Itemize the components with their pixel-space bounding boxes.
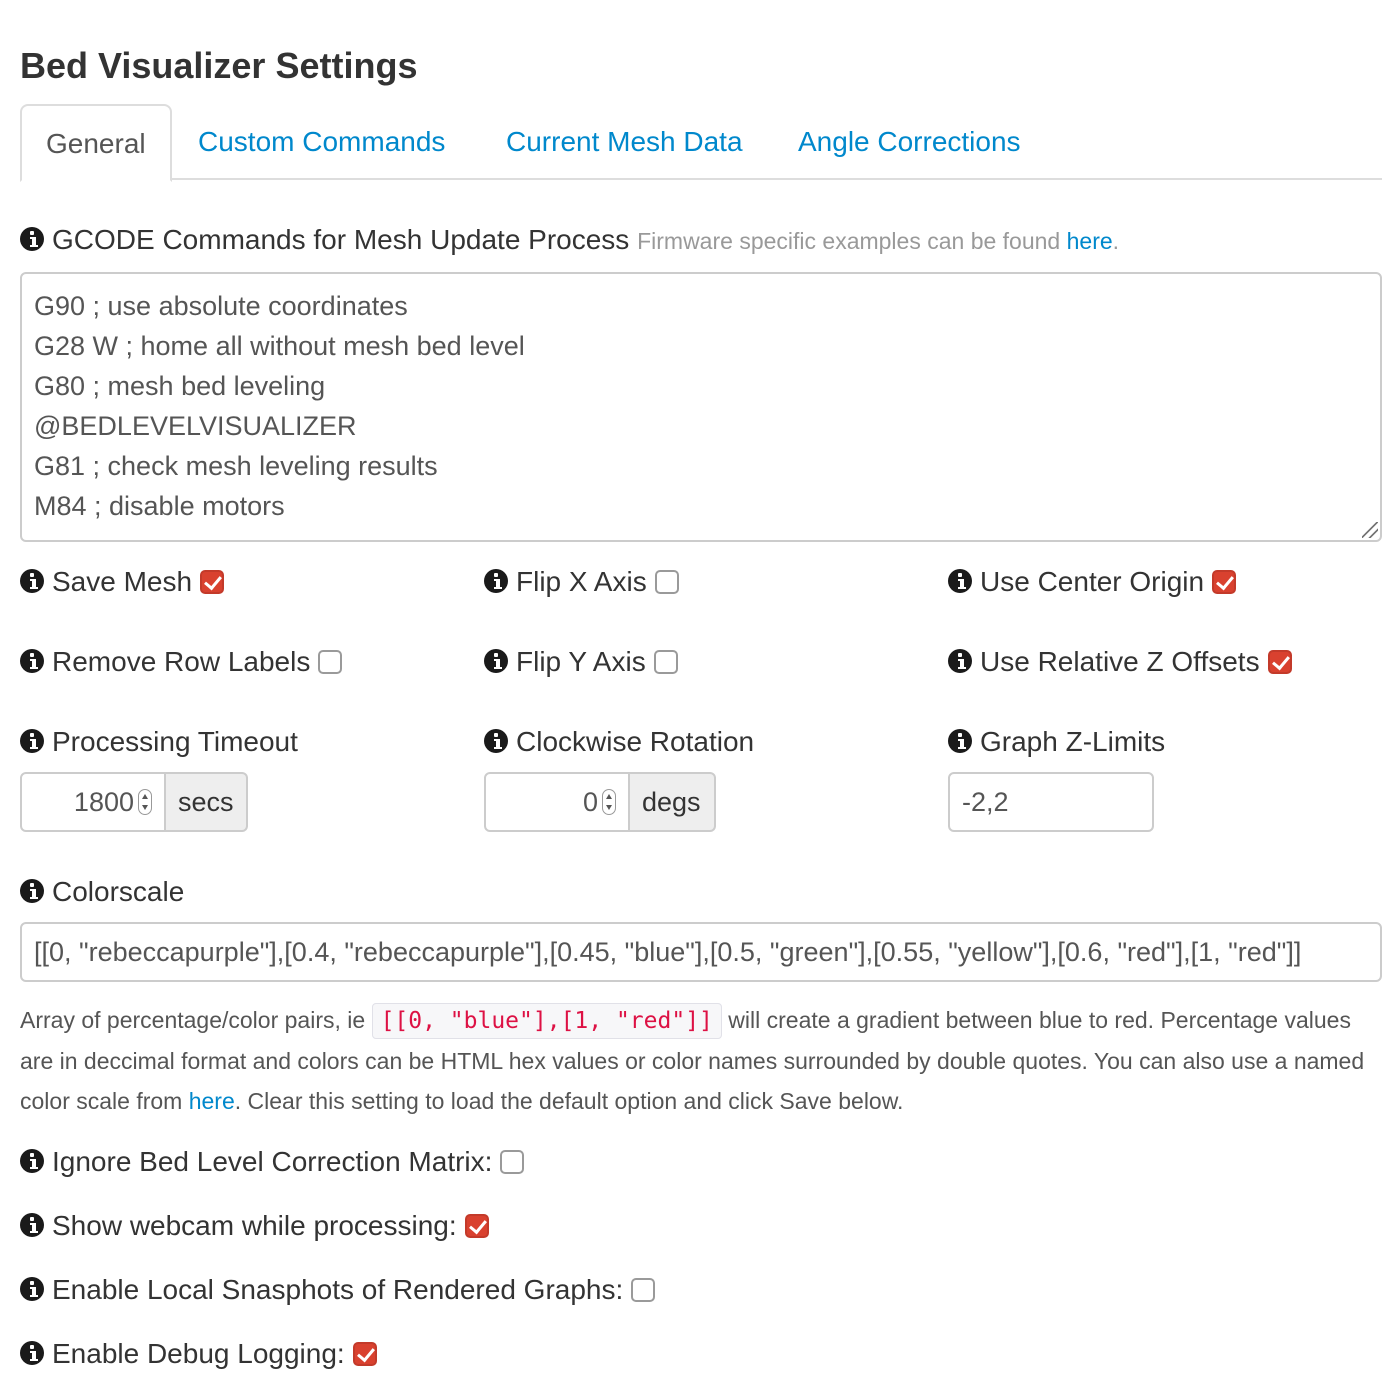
- named-colorscale-link[interactable]: here: [188, 1088, 235, 1114]
- relative-z-label: Use Relative Z Offsets: [980, 646, 1260, 677]
- gcode-line: G80 ; mesh bed leveling: [34, 371, 326, 401]
- info-icon[interactable]: [20, 1341, 44, 1365]
- flip-x-option: [484, 564, 679, 600]
- show-webcam-label: Show webcam while processing:: [52, 1210, 457, 1241]
- local-snapshots-checkbox[interactable]: [631, 1278, 655, 1302]
- info-icon[interactable]: [20, 569, 44, 593]
- gcode-line: @BEDLEVELVISUALIZER: [34, 411, 357, 441]
- colorscale-example-code: [[0, "blue"],[1, "red"]]: [372, 1003, 722, 1039]
- colorscale-description: Array of percentage/color pairs, ie [[0, "blue"],[1, "red"]] will create a gradient between blue to red. Percentage values are in deccimal format and colors can be HTML hex values or color names surrounded by double quotes. You can also use a named color scale from here. Clear this setting to load the default option and click Save below.: [20, 1000, 1382, 1121]
- center-origin-option: [948, 564, 1236, 600]
- info-icon[interactable]: [484, 569, 508, 593]
- info-icon[interactable]: [20, 649, 44, 673]
- rotation-value: 0: [582, 786, 598, 817]
- debug-logging-checkbox[interactable]: [353, 1342, 377, 1366]
- zlimits-input[interactable]: [948, 772, 1154, 832]
- colorscale-input[interactable]: [20, 922, 1382, 982]
- flip-x-checkbox[interactable]: [655, 570, 679, 594]
- colorscale-label-row: [20, 874, 184, 910]
- timeout-input-group: [20, 772, 248, 832]
- tab-angle-corrections[interactable]: Angle Corrections: [798, 126, 1021, 157]
- gcode-line: G81 ; check mesh leveling results: [34, 451, 438, 481]
- info-icon[interactable]: [948, 729, 972, 753]
- timeout-label-row: [20, 724, 298, 760]
- tab-general[interactable]: General: [20, 104, 172, 182]
- rotation-unit: degs: [630, 772, 716, 832]
- spinner-icon[interactable]: [602, 789, 616, 815]
- zlimits-value: -2,2: [962, 786, 1009, 817]
- info-icon[interactable]: [20, 1213, 44, 1237]
- rotation-input[interactable]: [484, 772, 630, 832]
- timeout-input[interactable]: [20, 772, 166, 832]
- colorscale-label: Colorscale: [52, 876, 185, 907]
- gcode-label: GCODE Commands for Mesh Update Process: [52, 224, 630, 255]
- relative-z-option: [948, 644, 1292, 680]
- rotation-label-row: [484, 724, 754, 760]
- ignore-matrix-label: Ignore Bed Level Correction Matrix:: [52, 1146, 493, 1177]
- info-icon[interactable]: [484, 729, 508, 753]
- remove-row-labels-label: Remove Row Labels: [52, 646, 311, 677]
- colorscale-value: [[0, "rebeccapurple"],[0.4, "rebeccapurple"],[0.45, "blue"],[0.5, "green"],[0.55, "yellow"],[0.6, "red"],[1, "red"]]: [34, 936, 1302, 967]
- save-mesh-option: [20, 564, 224, 600]
- info-icon[interactable]: [948, 569, 972, 593]
- save-mesh-label: Save Mesh: [52, 566, 193, 597]
- flip-y-label: Flip Y Axis: [516, 646, 646, 677]
- timeout-label: Processing Timeout: [52, 726, 298, 757]
- firmware-examples-link[interactable]: here: [1066, 228, 1113, 254]
- page-title: Bed Visualizer Settings: [20, 45, 418, 86]
- local-snapshots-option: [20, 1272, 655, 1308]
- timeout-value: 1800: [73, 786, 134, 817]
- tab-custom-commands[interactable]: Custom Commands: [198, 126, 446, 157]
- ignore-matrix-option: [20, 1144, 524, 1180]
- flip-x-label: Flip X Axis: [516, 566, 647, 597]
- relative-z-checkbox[interactable]: [1268, 650, 1292, 674]
- info-icon[interactable]: [20, 1149, 44, 1173]
- debug-logging-option: [20, 1336, 377, 1372]
- gcode-label-row: [20, 222, 1119, 259]
- rotation-input-group: [484, 772, 716, 832]
- gcode-line: G28 W ; home all without mesh bed level: [34, 331, 525, 361]
- info-icon[interactable]: [20, 879, 44, 903]
- zlimits-label-row: [948, 724, 1165, 760]
- spinner-icon[interactable]: [138, 789, 152, 815]
- local-snapshots-label: Enable Local Snasphots of Rendered Graphs:: [52, 1274, 624, 1305]
- info-icon[interactable]: [948, 649, 972, 673]
- tab-bar: [20, 104, 1382, 180]
- show-webcam-checkbox[interactable]: [465, 1214, 489, 1238]
- rotation-label: Clockwise Rotation: [516, 726, 755, 757]
- gcode-line: M84 ; disable motors: [34, 491, 285, 521]
- gcode-textarea[interactable]: [20, 272, 1382, 542]
- flip-y-option: [484, 644, 678, 680]
- center-origin-label: Use Center Origin: [980, 566, 1205, 597]
- gcode-line: G90 ; use absolute coordinates: [34, 291, 408, 321]
- save-mesh-checkbox[interactable]: [200, 570, 224, 594]
- remove-row-labels-option: [20, 644, 342, 680]
- info-icon[interactable]: [20, 1277, 44, 1301]
- zlimits-label: Graph Z-Limits: [980, 726, 1166, 757]
- gcode-hint: Firmware specific examples can be found here.: [637, 228, 1120, 254]
- show-webcam-option: [20, 1208, 489, 1244]
- info-icon[interactable]: [20, 729, 44, 753]
- timeout-unit: secs: [166, 772, 248, 832]
- info-icon[interactable]: [484, 649, 508, 673]
- tab-current-mesh-data[interactable]: Current Mesh Data: [506, 126, 743, 157]
- remove-row-labels-checkbox[interactable]: [318, 650, 342, 674]
- center-origin-checkbox[interactable]: [1212, 570, 1236, 594]
- debug-logging-label: Enable Debug Logging:: [52, 1338, 345, 1369]
- resize-handle[interactable]: [1362, 522, 1378, 538]
- ignore-matrix-checkbox[interactable]: [500, 1150, 524, 1174]
- info-icon[interactable]: [20, 227, 44, 251]
- flip-y-checkbox[interactable]: [654, 650, 678, 674]
